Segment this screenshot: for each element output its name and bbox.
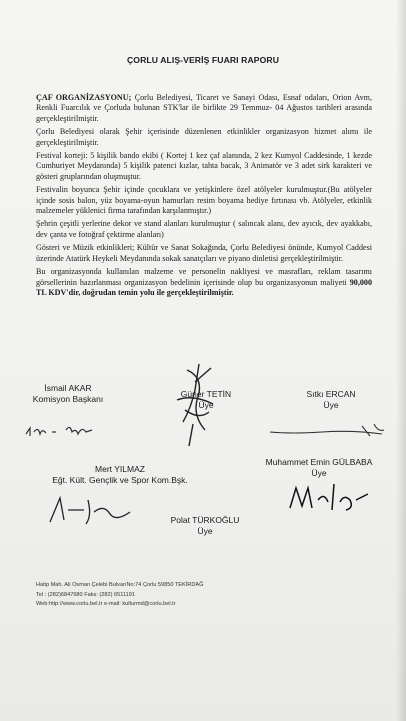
paragraph-service: Çorlu Belediyesi olarak Şehir içerisinde düzenlenen etkinlikler organizasyon hizmet alımı ile gerçekleştirilmiştir. — [36, 127, 372, 147]
organization-text: Çorlu Belediyesi, Ticaret ve Sanayi Odası, Esnaf odaları, Orion Avm, Renkli Fuarcılık ve Çorluda bulunan STK'lar ile birlikte 29 Temmuz- 04 Ağustos tarihleri arasında gerçekleştirilmiştir. — [36, 93, 373, 123]
paragraph-decor: Şehrin çeşitli yerlerine dekor ve stand alanları kurulmuştur ( salıncak alanı, dev ayıcık, dev ayakkabı, dev çanta ve fotoğraf çektirme alanları) — [36, 219, 372, 239]
signatory-akar-name: İsmail AKAR — [44, 383, 92, 393]
signatory-yilmaz-name: Mert YILMAZ — [95, 464, 145, 474]
footer-phone: Tel : (282)6847680 Faks: (282) 6511191 — [36, 591, 135, 598]
signature-guner — [165, 360, 225, 450]
signatory-turkoglu-title: Üye — [197, 526, 213, 536]
paragraph-shows: Gösteri ve Müzik etkinlikleri; Kültür ve Sanat Sokağında, Çorlu Belediyesi önünde, Kumyol Caddesi üzerinde Atatürk Heykeli Meydanında sokak sanatçıları ve piyano dinletisi gerçekleştirilmiştir. — [36, 243, 372, 263]
signatory-guner-title: Üye — [198, 400, 214, 410]
paragraph-cortege: Festival korteji: 5 kişilik bando ekibi ( Kortej 1 kez çaf alanında, 2 kez Kumyol Caddesinde, 1 kezde Cumhuriyet Meydanında) 5 kişilik patenci kızlar, tahta bacak, 3 Animatör ve 3 adet sirk karakteri ve gösteri gruplarından oluşmuştur. — [36, 151, 372, 181]
signature-gulbaba — [284, 480, 384, 514]
footer-web: Web:http://www.corlu.bel.tr e-mail: kulturmd@corlu.bel.tr — [36, 601, 176, 608]
paragraph-cost — [36, 267, 372, 298]
signatory-yilmaz — [30, 464, 210, 486]
report-title: ÇORLU ALIŞ-VERİŞ FUARI RAPORU — [126, 55, 280, 65]
signatory-turkoglu-name: Polat TÜRKOĞLU — [170, 515, 240, 525]
signatory-ercan — [276, 389, 386, 411]
signatory-ercan-name: Sıtkı ERCAN — [306, 389, 356, 399]
signatory-gulbaba-name: Muhammet Emin GÜLBABA — [265, 457, 373, 467]
paragraph-workshops: Festivalin boyunca Şehir içinde çocuklara ve yetişkinlere özel atölyeler kurulmuştur.(Bu atölyeler içinde sosis balon, yüz boyama-oyun hamurları resim boyama hediye fırtınası vb. Atölyeler, etkinlik malzemeler yüklenici firma tarafından karşılanmıştır.) — [36, 185, 372, 216]
cost-text: Bu organizasyonda kullanılan malzeme ve personelin nakliyesi ve masrafları, reklam tasarımı görsellerinin hazırlanması organizasyon bedelinin içerisinde olup bu organizasyonun maliyeti — [36, 267, 372, 287]
organization-heading: ÇAF ORGANİZASYONU; — [36, 93, 132, 102]
signatory-akar-title: Komisyon Başkanı — [32, 394, 104, 404]
signatory-gulbaba-title: Üye — [311, 468, 327, 478]
footer-address: Hatip Mah. Ali Osman Çelebi BulvarıNo:74 Çorlu 59850 TEKİRDAĞ — [36, 582, 204, 588]
page-edge-shadow — [396, 0, 406, 721]
paragraph-organization — [36, 93, 372, 124]
letterhead-footer — [36, 581, 336, 610]
report-body — [36, 93, 372, 301]
cost-amount: 90,000 TL KDV'dir, doğrudan temin yolu ile gerçekleştirilmiştir. — [36, 277, 372, 297]
signatory-guner-name: Güner TETİN — [180, 389, 232, 399]
signatory-turkoglu — [130, 515, 280, 537]
signature-ercan — [262, 418, 392, 442]
signatory-akar — [18, 383, 118, 405]
signatory-gulbaba — [244, 457, 394, 479]
signatory-ercan-title: Üye — [323, 400, 339, 410]
signature-akar — [22, 420, 112, 442]
signatory-yilmaz-title: Eğt. Kült. Gençlik ve Spor Kom.Bşk. — [52, 475, 188, 485]
